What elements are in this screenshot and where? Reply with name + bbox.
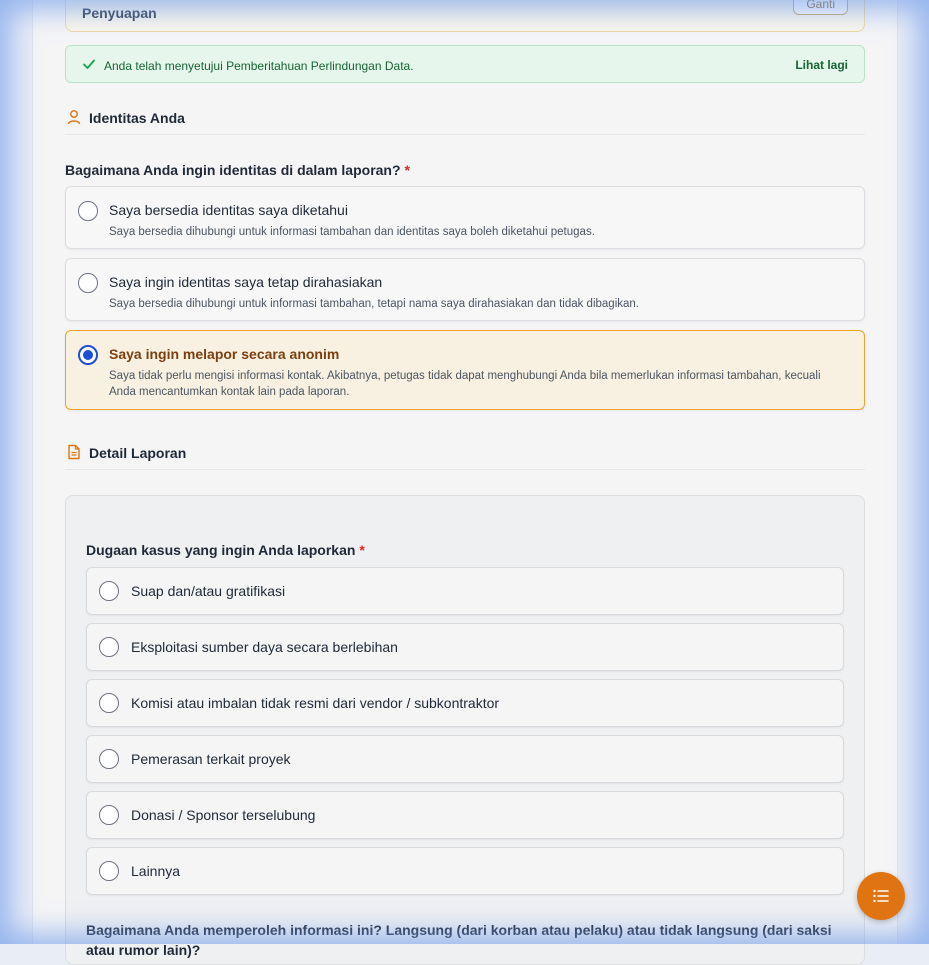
case-option-label: Komisi atau imbalan tidak resmi dari vendor / subkontraktor [131,695,500,711]
check-icon [82,57,96,71]
form-page [32,0,898,958]
list-icon [871,886,891,906]
identity-option-description: Saya tidak perlu mengisi informasi kontak. Akibatnya, petugas tidak dapat menghubungi Anda bila memerlukan informasi tambahan, kecuali Anda mencantumkan kontak lain pada laporan. [109,370,821,398]
change-category-button[interactable]: Ganti [793,0,848,15]
case-option[interactable] [86,567,844,615]
case-option[interactable] [86,791,844,839]
radio-button[interactable] [78,201,98,221]
selected-category-title: Penyuapan [82,5,157,21]
consent-notice-text: Anda telah menyetujui Pemberitahuan Perlindungan Data. [104,59,414,73]
detail-section-title: Detail Laporan [89,445,187,461]
source-question: Bagaimana Anda memperoleh informasi ini? Langsung (dari korban atau pelaku) atau tidak langsung (dari saksi atau rumor lain)? [86,922,832,958]
radio-button[interactable] [78,273,98,293]
case-option-label: Donasi / Sponsor terselubung [131,807,316,823]
radio-button[interactable] [99,861,119,881]
identity-section-title: Identitas Anda [89,110,185,126]
case-option[interactable] [86,847,844,895]
radio-button[interactable] [99,749,119,769]
radio-button[interactable] [99,637,119,657]
identity-option-confidential[interactable] [65,258,865,321]
document-icon [67,444,81,460]
case-option[interactable] [86,679,844,727]
identity-question [65,162,410,178]
radio-button[interactable] [99,581,119,601]
radio-button[interactable] [99,805,119,825]
required-mark: * [404,162,410,178]
identity-question-text: Bagaimana Anda ingin identitas di dalam laporan? [65,162,401,178]
case-option-label: Lainnya [131,863,181,879]
identity-section-header [65,109,865,135]
identity-option-description: Saya bersedia dihubungi untuk informasi tambahan, tetapi nama saya dirahasiakan dan tidak dibagikan. [109,298,639,310]
case-option-label: Pemerasan terkait proyek [131,751,291,767]
user-icon [67,109,81,125]
selected-category-card [65,0,865,32]
case-option-label: Suap dan/atau gratifikasi [131,583,286,599]
case-option[interactable] [86,735,844,783]
view-again-link[interactable]: Lihat lagi [795,58,848,72]
case-option-label: Eksploitasi sumber daya secara berlebihan [131,639,398,655]
radio-button[interactable] [99,693,119,713]
consent-notice [65,45,865,83]
identity-option-known[interactable] [65,186,865,249]
section-list-button[interactable] [857,872,905,920]
identity-option-description: Saya bersedia dihubungi untuk informasi tambahan dan identitas saya boleh diketahui petugas. [109,226,595,238]
detail-section-header [65,444,865,470]
identity-option-anonymous[interactable] [65,330,865,410]
identity-option-title: Saya ingin melapor secara anonim [109,346,340,362]
radio-button-selected[interactable] [78,345,98,365]
case-option[interactable] [86,623,844,671]
required-mark: * [359,542,365,558]
case-question [86,542,365,558]
identity-option-title: Saya bersedia identitas saya diketahui [109,202,348,218]
case-question-text: Dugaan kasus yang ingin Anda laporkan [86,542,356,558]
identity-option-title: Saya ingin identitas saya tetap dirahasiakan [109,274,383,290]
case-details-panel [65,495,865,965]
